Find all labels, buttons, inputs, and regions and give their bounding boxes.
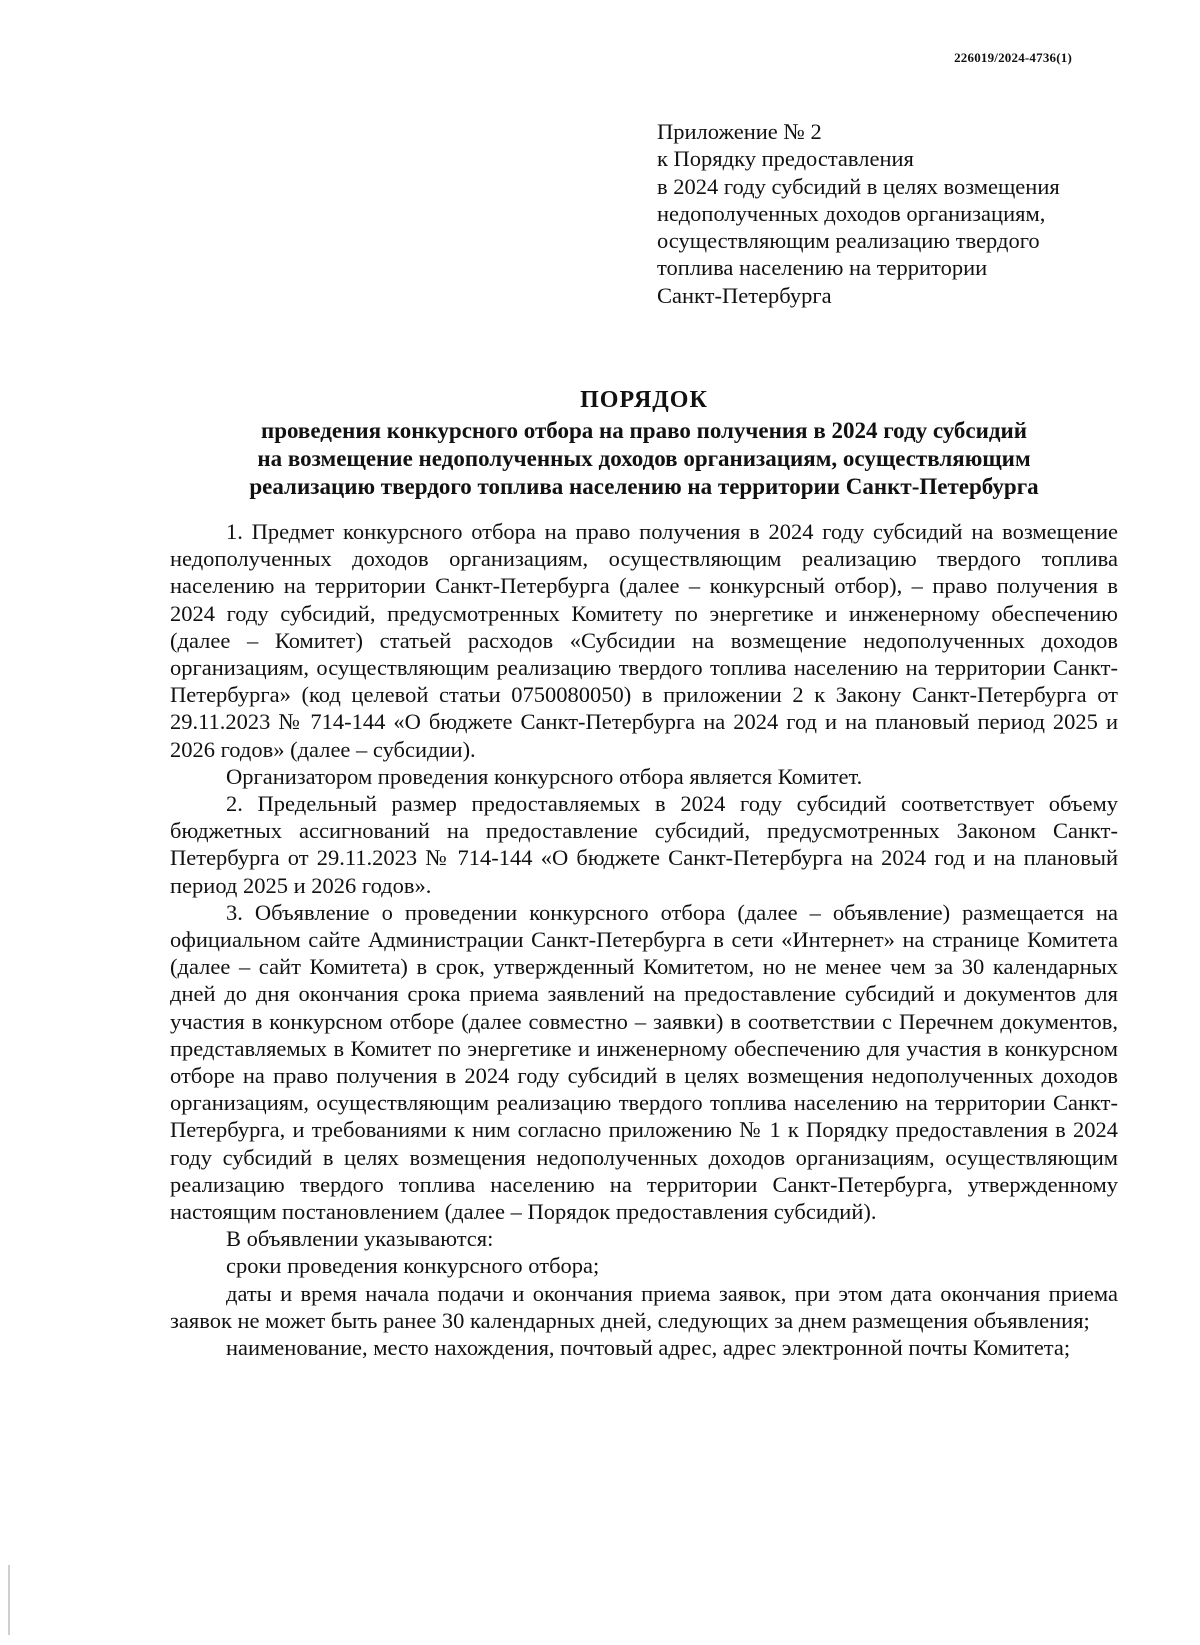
appendix-line: Санкт-Петербурга xyxy=(657,282,832,308)
title-subtitle-line: проведения конкурсного отбора на право получения в 2024 году субсидий xyxy=(260,418,1028,443)
appendix-line: Приложение № 2 xyxy=(657,119,822,144)
document-body xyxy=(170,518,1118,1361)
appendix-line: осуществляющим реализацию твердого xyxy=(657,228,1040,254)
scan-edge-line xyxy=(8,1565,10,1635)
paragraph-announcement-intro: В объявлении указываются: xyxy=(226,1226,494,1252)
paragraph-3: 3. Объявление о проведении конкурсного отбора (далее – объявление) размещается на официальном сайте Администрации Санкт-Петербурга в сети «Интернет» на странице Комитета (далее – сайт Комитета) в срок, утвержденный Комитетом, но не менее чем за 30 календарных дней до дня окончания срока приема заявлений на предоставление субсидий и документов для участия в конкурсном отборе (далее совместно – заявки) в соответствии с Перечнем документов, представляемых в Комитет по энергетике и инженерному обеспечению для участия в конкурсном отборе на право получения в 2024 году субсидий в целях возмещения недополученных доходов организациям, осуществляющим реализацию твердого топлива населению на территории Санкт-Петербурга, и требованиями к ним согласно приложению № 1 к Порядку предоставления в 2024 году субсидий в целях возмещения недополученных доходов организациям, осуществляющим реализацию твердого топлива населению на территории Санкт-Петербурга, утвержденному настоящим постановлением (далее – Порядок предоставления субсидий). xyxy=(170,899,1118,1225)
document-title xyxy=(170,383,1118,501)
appendix-line: в 2024 году субсидий в целях возмещения xyxy=(657,173,1060,199)
title-subtitle xyxy=(170,417,1118,501)
paragraph-list-item: сроки проведения конкурсного отбора; xyxy=(226,1253,600,1279)
paragraph-2: 2. Предельный размер предоставляемых в 2024 году субсидий соответствует объему бюджетных ассигнований на предоставление субсидий, предусмотренных Законом Санкт-Петербурга от 29.11.2023 № 714-144 «О бюджете Санкт-Петербурга на 2024 год и на плановый период 2025 и 2026 годов». xyxy=(170,791,1118,898)
appendix-block xyxy=(657,118,1127,309)
title-subtitle-line: на возмещение недополученных доходов организациям, осуществляющим xyxy=(257,446,1031,471)
paragraph-list-item: наименование, место нахождения, почтовый адрес, адрес электронной почты Комитета; xyxy=(226,1335,1071,1361)
paragraph-list-item: даты и время начала подачи и окончания приема заявок, при этом дата окончания приема заявок не может быть ранее 30 календарных дней, следующих за днем размещения объявления; xyxy=(170,1280,1118,1333)
paragraph-1: 1. Предмет конкурсного отбора на право получения в 2024 году субсидий на возмещение недополученных доходов организациям, осуществляющим реализацию твердого топлива населению на территории Санкт-Петербурга (далее – конкурсный отбор), – право получения в 2024 году субсидий, предусмотренных Комитету по энергетике и инженерному обеспечению (далее – Комитет) статьей расходов «Субсидии на возмещение недополученных доходов организациям, осуществляющим реализацию твердого топлива населению на территории Санкт-Петербурга» (код целевой статьи 0750080050) в приложении 2 к Закону Санкт-Петербурга от 29.11.2023 № 714-144 «О бюджете Санкт-Петербурга на 2024 год и на плановый период 2025 и 2026 годов» (далее – субсидии). xyxy=(170,519,1118,762)
paragraph-organizer: Организатором проведения конкурсного отбора является Комитет. xyxy=(226,763,863,789)
title-main: ПОРЯДОК xyxy=(580,387,708,413)
appendix-line: топлива населению на территории xyxy=(657,255,988,281)
appendix-line: к Порядку предоставления xyxy=(657,146,914,172)
document-number: 226019/2024-4736(1) xyxy=(954,50,1072,65)
title-subtitle-line: реализацию твердого топлива населению на территории Санкт-Петербурга xyxy=(249,474,1039,499)
appendix-line: недополученных доходов организациям, xyxy=(657,200,1046,226)
